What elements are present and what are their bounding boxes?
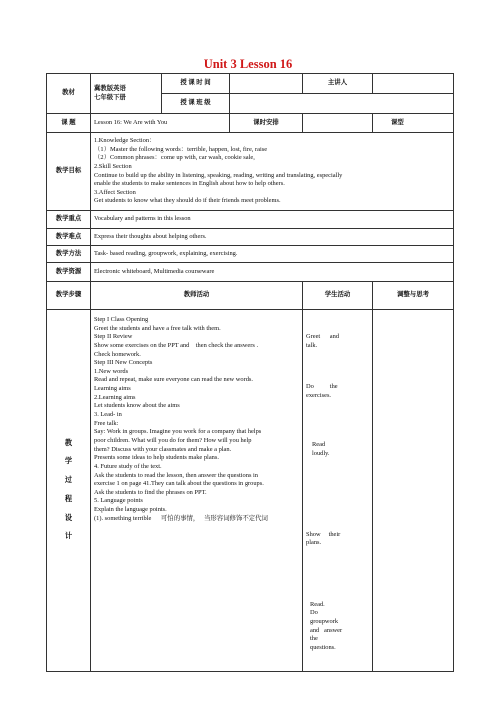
textbook-value-line1: 冀教版英语 xyxy=(94,84,126,92)
goals-label: 教学目标 xyxy=(47,133,91,211)
teacher-line: poor children. What will you do for them? How will you help xyxy=(94,436,252,444)
goal-line: （2）Common phrases：come up with, car wash, cookie sale, xyxy=(94,154,255,162)
goal-line: 2.Skill Section xyxy=(94,162,132,170)
schedule-value[interactable] xyxy=(303,114,373,133)
goal-line: 1.Knowledge Section： xyxy=(94,136,156,144)
methods-label: 教学方法 xyxy=(47,246,91,263)
class-value[interactable] xyxy=(230,94,454,114)
topic-value: Lesson 16: We Are with You xyxy=(91,114,230,133)
student-line: plans. xyxy=(306,539,322,547)
teacher-header: 教师活动 xyxy=(91,282,303,310)
teacher-line: Let students know about the aims xyxy=(94,402,180,410)
page-title: Unit 3 Lesson 16 xyxy=(203,57,293,71)
textbook-label: 教材 xyxy=(47,74,91,114)
goal-line: Continue to build up the ability in listening, speaking, reading, writing and translating, especially xyxy=(94,171,343,179)
process-side-label xyxy=(47,310,91,672)
teacher-line: 1.New words xyxy=(94,367,129,375)
speaker-value[interactable] xyxy=(373,74,454,94)
teacher-line: Greet the students and have a free talk with them. xyxy=(94,324,221,332)
teacher-line: Read and repeat, make sure everyone can read the new words. xyxy=(94,376,253,384)
topic-label: 课 题 xyxy=(47,114,91,133)
student-line: groupwork xyxy=(310,617,339,625)
textbook-value xyxy=(91,74,162,114)
student-block xyxy=(306,316,369,368)
student-line: loudly. xyxy=(312,449,330,457)
time-value[interactable] xyxy=(230,74,303,94)
type-label: 课型 xyxy=(373,114,454,133)
teacher-line: 5. Language points xyxy=(94,497,143,505)
goal-line: 3.Affect Section xyxy=(94,188,136,196)
teacher-line: Ask the students to find the phrases on PPT. xyxy=(94,488,207,496)
student-block xyxy=(306,424,369,476)
student-block xyxy=(306,583,369,669)
schedule-label: 课时安排 xyxy=(230,114,303,133)
student-line: Do the xyxy=(306,383,338,391)
student-line: Show their xyxy=(306,530,341,538)
class-label: 授 课 班 级 xyxy=(162,94,230,114)
student-line: and answer xyxy=(310,626,343,634)
steps-header: 教学步骤 xyxy=(47,282,91,310)
student-activities xyxy=(303,310,373,672)
student-line: Do xyxy=(310,609,318,617)
lesson-plan-table xyxy=(46,73,454,672)
student-line: Greet and xyxy=(306,333,340,341)
student-line: exercises. xyxy=(306,391,332,399)
teacher-line: them? Discuss with your classmates and make a plan. xyxy=(94,445,232,453)
student-line: Read. xyxy=(310,600,325,608)
teacher-line: Show some exercises on the PPT and then check the answers . xyxy=(94,341,259,349)
student-block xyxy=(306,366,369,418)
methods-value: Task- based reading, groupwork, explaining, exercising. xyxy=(91,246,454,263)
side-char: 设 xyxy=(64,513,73,522)
goal-line: （1）Master the following words：terrible, happen, lost, fire, raise xyxy=(94,145,268,153)
key-points-value: Vocabulary and patterns in this lesson xyxy=(91,211,454,229)
teacher-line: 4. Future study of the text. xyxy=(94,462,162,470)
side-char: 教 xyxy=(64,438,73,447)
textbook-value-line2: 七年级下册 xyxy=(94,93,126,101)
teacher-line: Ask the students to read the lesson, then answer the questions in xyxy=(94,471,258,479)
student-header: 学生活动 xyxy=(303,282,373,310)
teacher-line: Step III New Concepts xyxy=(94,359,153,367)
teacher-line: Explain the language points. xyxy=(94,506,167,514)
side-char: 学 xyxy=(64,457,73,466)
key-points-label: 教学重点 xyxy=(47,211,91,229)
teacher-line: 2.Learning aims xyxy=(94,393,136,401)
speaker-label: 主讲人 xyxy=(303,74,373,94)
goals-content xyxy=(91,133,454,211)
teacher-line: 3. Lead- in xyxy=(94,411,122,419)
teacher-line: Presents some ideas to help students make plans. xyxy=(94,454,219,462)
teacher-activities xyxy=(91,310,303,672)
resources-value: Electronic whiteboard, Multimedia courseware xyxy=(91,263,454,282)
reflection-header: 调整与思考 xyxy=(373,282,454,310)
time-label: 授 课 时 间 xyxy=(162,74,230,94)
side-char: 过 xyxy=(64,476,73,485)
teacher-line: (1). something terrible 可怕的事情， 当形容词修饰不定代词 xyxy=(94,514,268,522)
teacher-line: exercise 1 on page 41.They can talk about the questions in groups. xyxy=(94,480,264,488)
resources-label: 教学资源 xyxy=(47,263,91,282)
student-line: Read xyxy=(312,440,326,448)
difficulties-label: 教学难点 xyxy=(47,229,91,246)
goal-line: Get students to know what they should do if their friends meet problems. xyxy=(94,197,281,205)
teacher-line: Learning aims xyxy=(94,385,131,393)
teacher-line: Step II Review xyxy=(94,333,133,341)
student-line: questions. xyxy=(310,643,336,651)
teacher-line: Say: Work in groups. Imagine you work for a company that helps xyxy=(94,428,262,436)
student-line: talk. xyxy=(306,341,318,349)
teacher-line: Free talk: xyxy=(94,419,119,427)
teacher-line: Step I Class Opening xyxy=(94,316,149,323)
student-block xyxy=(306,514,369,566)
side-char: 程 xyxy=(64,494,73,503)
goal-line: enable the students to make sentences in English about how to help others. xyxy=(94,180,285,188)
reflection-content[interactable] xyxy=(373,310,454,672)
student-line: the xyxy=(310,635,318,643)
difficulties-value: Express their thoughts about helping others. xyxy=(91,229,454,246)
teacher-line: Check homework. xyxy=(94,350,141,358)
side-char: 计 xyxy=(64,532,73,541)
